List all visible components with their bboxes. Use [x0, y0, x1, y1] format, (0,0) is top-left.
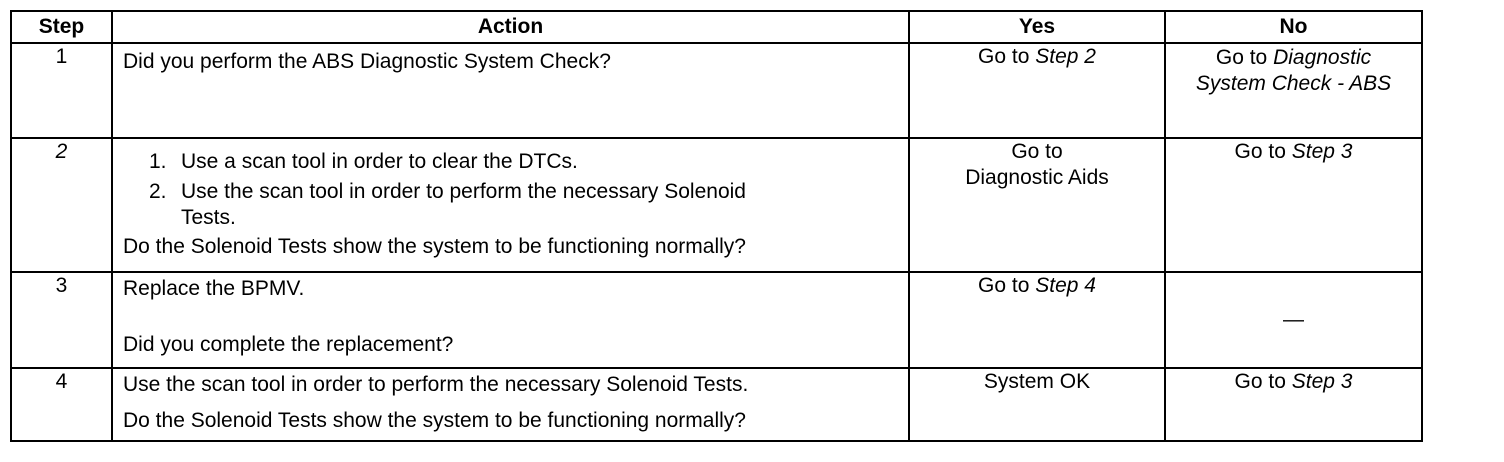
- step-number: 3: [55, 274, 68, 297]
- yes-cell: [909, 368, 1165, 441]
- question-text: Do the Solenoid Tests show the system to be functioning normally?: [123, 409, 746, 432]
- table-row-step-4: [11, 368, 1422, 441]
- yes-prefix: Go to: [978, 274, 1036, 297]
- list-text-continuation: Tests.: [181, 206, 236, 229]
- step-number: 1: [55, 45, 68, 68]
- diagnostic-table: [10, 10, 1423, 442]
- no-link-line2[interactable]: System Check - ABS: [1195, 72, 1392, 95]
- action-text: Replace the BPMV.: [123, 277, 305, 300]
- action-text: Use the scan tool in order to perform the necessary Solenoid Tests.: [123, 373, 749, 396]
- no-prefix: Go to: [1234, 370, 1292, 393]
- yes-cell: [909, 138, 1165, 272]
- list-index: 1.: [149, 150, 167, 173]
- yes-cell: [909, 272, 1165, 368]
- yes-line1: Go to: [1011, 140, 1063, 163]
- question-text: Did you complete the replacement?: [123, 333, 454, 356]
- list-text: Use a scan tool in order to clear the DTCs.: [181, 150, 578, 173]
- no-cell: [1165, 138, 1422, 272]
- step-cell: [11, 368, 112, 441]
- table-row-step-3: [11, 272, 1422, 368]
- yes-system-ok: System OK: [983, 370, 1091, 393]
- header-row: [11, 11, 1422, 43]
- step-cell: [11, 43, 112, 138]
- yes-prefix: Go to: [978, 45, 1036, 68]
- action-text: Did you perform the ABS Diagnostic System Check?: [123, 50, 611, 73]
- action-cell: [112, 272, 909, 368]
- header-step: Step: [11, 11, 112, 43]
- no-link-line1[interactable]: Diagnostic: [1273, 46, 1372, 69]
- no-cell: [1165, 272, 1422, 368]
- yes-step-link[interactable]: Step 4: [1035, 274, 1096, 297]
- no-cell: [1165, 43, 1422, 138]
- action-cell: [112, 138, 909, 272]
- step-cell: [11, 138, 112, 272]
- question-text: Do the Solenoid Tests show the system to be functioning normally?: [123, 235, 746, 258]
- action-cell: [112, 43, 909, 138]
- header-yes: Yes: [909, 11, 1165, 43]
- list-text: Use the scan tool in order to perform the necessary Solenoid: [181, 180, 746, 203]
- no-dash: —: [1283, 308, 1304, 331]
- table-row-step-1: [11, 43, 1422, 138]
- table-row-step-2: [11, 138, 1422, 272]
- no-step-link[interactable]: Step 3: [1291, 140, 1353, 163]
- no-prefix: Go to: [1215, 46, 1274, 69]
- list-index: 2.: [149, 180, 167, 203]
- yes-cell: [909, 43, 1165, 138]
- list-item: [123, 149, 898, 175]
- action-cell: [112, 368, 909, 441]
- header-action: Action: [112, 11, 909, 43]
- no-step-link[interactable]: Step 3: [1291, 370, 1353, 393]
- step-number: 2: [55, 140, 68, 163]
- no-prefix: Go to: [1234, 140, 1292, 163]
- step-cell: [11, 272, 112, 368]
- list-item: [123, 179, 898, 231]
- yes-step-link[interactable]: Step 2: [1035, 45, 1096, 68]
- no-cell: [1165, 368, 1422, 441]
- header-no: No: [1165, 11, 1422, 43]
- step-number: 4: [55, 370, 68, 393]
- yes-diagnostic-aids-link[interactable]: Diagnostic Aids: [965, 166, 1109, 189]
